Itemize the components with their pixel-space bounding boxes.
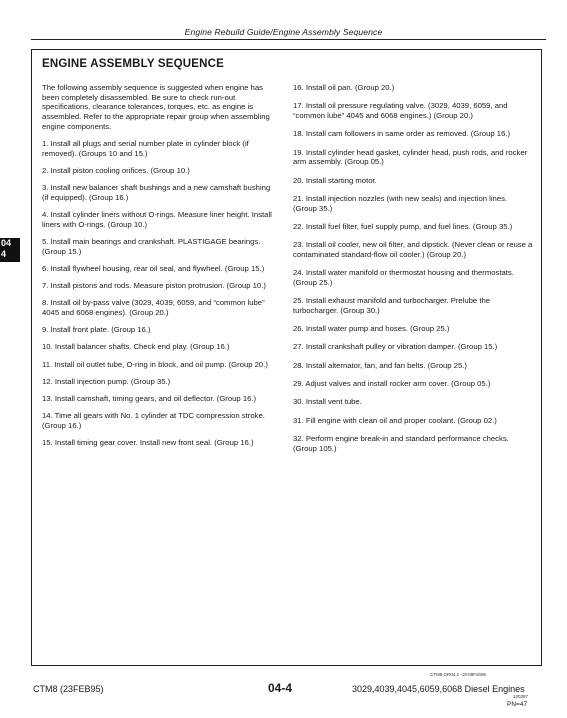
- section-tab-label: 04 4: [1, 238, 12, 259]
- left-column: [42, 83, 278, 455]
- step-item: 27. Install crankshaft pulley or vibration damper. (Group 15.): [293, 342, 498, 352]
- step-item: 21. Install injection nozzles (with new seals) and injection lines. (Group 35.): [293, 193, 508, 213]
- step-item: 4. Install cylinder liners without O-rings. Measure liner height. Install liners with O-rings. (Group 10.): [42, 210, 272, 229]
- step-item: 28. Install alternator, fan, and fan belts. (Group 25.): [293, 360, 467, 370]
- step-item: 22. Install fuel filter, fuel supply pump, and fuel lines. (Group 35.): [293, 221, 513, 231]
- step-item: 13. Install camshaft, timing gears, and oil deflector. (Group 16.): [42, 393, 257, 403]
- step-item: 23. Install oil cooler, new oil filter, and dipstick. (Never clean or reuse a contaminated standard-flow oil cooler.) (Group 20.): [293, 240, 533, 259]
- step-item: 17. Install oil pressure regulating valve. (3029, 4039, 6059, and “common lube” 4045 and 6068 engines.) (Group 20.): [293, 101, 508, 120]
- footer-page-number: 04-4: [268, 681, 293, 695]
- step-item: 26. Install water pump and hoses. (Group 25.): [293, 324, 450, 334]
- footer-manual-id: CTM8 (23FEB95): [33, 684, 104, 694]
- header-rule: [31, 39, 546, 40]
- step-item: 9. Install front plate. (Group 16.): [42, 325, 151, 335]
- step-item: 7. Install pistons and rods. Measure piston protrusion. (Group 10.): [42, 281, 266, 291]
- footer-pn: PN=47: [507, 701, 528, 708]
- step-item: 6. Install flywheel housing, rear oil seal, and flywheel. (Group 15.): [42, 263, 265, 273]
- step-item: 15. Install timing gear cover. Install new front seal. (Group 16.): [42, 438, 254, 448]
- step-item: 11. Install oil outlet tube, O-ring in block, and oil pump. (Group 20.): [42, 359, 268, 369]
- step-item: 1. Install all plugs and serial number plate in cylinder block (if removed). (Groups 10 and 15.): [42, 139, 249, 158]
- step-item: 2. Install piston cooling orifices. (Group 10.): [42, 165, 190, 175]
- step-item: 18. Install cam followers in same order as removed. (Group 16.): [293, 129, 511, 139]
- step-item: 19. Install cylinder head gasket, cylinder head, push rods, and rocker arm assembly. (Group 05.): [293, 147, 528, 167]
- section-title: ENGINE ASSEMBLY SEQUENCE: [42, 58, 225, 70]
- right-column: [293, 83, 533, 462]
- footer-engine-models: 3029,4039,4045,6059,6068 Diesel Engines: [352, 684, 525, 694]
- step-item: 30. Install vent tube.: [293, 397, 362, 407]
- step-item: 5. Install main bearings and crankshaft. PLASTIGAGE bearings. (Group 15.): [42, 236, 261, 256]
- step-item: 8. Install oil by-pass valve (3029, 4039, 6059, and “common lube” 4045 and 6068 engines). (Group 20.): [42, 298, 265, 317]
- step-item: 25. Install exhaust manifold and turbocharger. Prelube the turbocharger. (Group 30.): [293, 296, 491, 315]
- step-item: 16. Install oil pan. (Group 20.): [293, 83, 395, 92]
- step-item: 29. Adjust valves and install rocker arm cover. (Group 05.): [293, 379, 491, 389]
- step-item: 24. Install water manifold or thermostat housing and thermostats. (Group 25.): [293, 268, 514, 287]
- step-item: 10. Install balancer shafts. Check end play. (Group 16.): [42, 342, 230, 352]
- intro-paragraph: The following assembly sequence is suggested when engine has been completely disassembled. Be sure to check run-out specifications, clearance tolerances, torques, etc. as engine is assembled. Refer to the appropriate repair group when assembling engine components.: [42, 83, 270, 131]
- footer-date-code: 120397: [513, 694, 529, 699]
- step-item: 32. Perform engine break-in and standard performance checks. (Group 105.): [293, 433, 509, 453]
- step-item: 12. Install injection pump. (Group 35.): [42, 376, 171, 386]
- step-item: 31. Fill engine with clean oil and proper coolant. (Group 02.): [293, 415, 497, 425]
- step-item: 20. Install starting motor.: [293, 175, 377, 185]
- running-head: Engine Rebuild Guide/Engine Assembly Sequence: [184, 27, 383, 37]
- section-tab: [0, 238, 20, 262]
- step-item: 3. Install new balancer shaft bushings and a new camshaft bushing (if equipped). (Group 16.): [42, 183, 271, 202]
- document-code: CTM8,GR04,2 -19-09Feb95: [430, 672, 487, 677]
- step-item: 14. Time all gears with No. 1 cylinder at TDC compression stroke. (Group 16.): [42, 411, 265, 430]
